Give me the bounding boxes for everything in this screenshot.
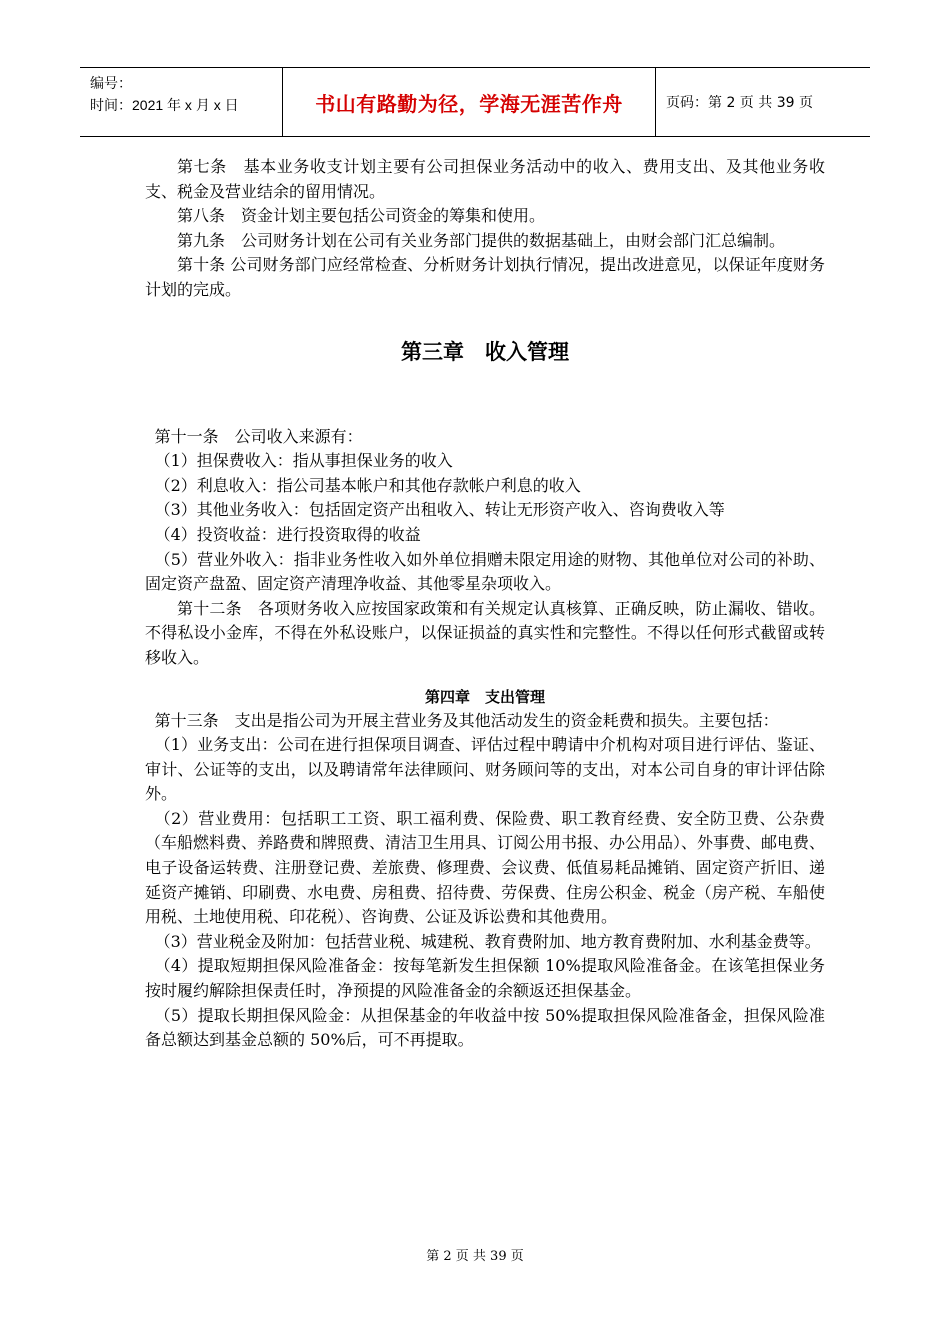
article-7: 第七条 基本业务收支计划主要有公司担保业务活动中的收入、费用支出、及其他业务收支、税金及营业结余的留用情况。: [145, 157, 825, 201]
article-11-item-4: （4）投资收益：进行投资取得的收益: [154, 524, 421, 544]
article-11-item-1: （1）担保费收入：指从事担保业务的收入: [154, 451, 453, 471]
article-9: 第九条 公司财务计划在公司有关业务部门提供的数据基础上，由财会部门汇总编制。: [177, 230, 786, 250]
article-11-item-5: （5）营业外收入：指非业务性收入如外单位捐赠未限定用途的财物、其他单位对公司的补助、固定资产盘盈、固定资产清理净收益、其他零星杂项收入。: [145, 549, 825, 594]
article-13-item-2: （2）营业费用：包括职工工资、职工福利费、保险费、职工教育经费、安全防卫费、公杂费（车船燃料费、养路费和牌照费、清洁卫生用具、订阅公用书报、办公用品）、外事费、邮电费、电子设备运转费、注册登记费、差旅费、修理费、会议费、低值易耗品摊销、固定资产折旧、递延资产摊销、印刷费、水电费、房租费、招待费、劳保费、住房公积金、税金（房产税、车船使用税、土地使用税、印花税）、咨询费、公证及诉讼费和其他费用。: [145, 808, 826, 927]
document-time-label: 时间：2021 年 x 月 x 日: [90, 97, 239, 113]
article-11-item-3: （3）其他业务收入：包括固定资产出租收入、转让无形资产收入、咨询费收入等: [154, 500, 725, 520]
article-12: 第十二条 各项财务收入应按国家政策和有关规定认真核算、正确反映，防止漏收、错收。不得私设小金库，不得在外私设账户，以保证损益的真实性和完整性。不得以任何形式截留或转移收入。: [145, 598, 825, 667]
chapter-4-title: 第四章 支出管理: [424, 687, 545, 706]
article-13-item-4: （4）提取短期担保风险准备金：按每笔新发生担保额 10%提取风险准备金。在该笔担保业务按时履约解除担保责任时，净预提的风险准备金的余额返还担保基金。: [145, 956, 825, 1001]
article-10: 第十条 公司财务部门应经常检查、分析财务计划执行情况，提出改进意见，以保证年度财务计划的完成。: [145, 255, 825, 299]
header-motto: 书山有路勤为径，学海无涯苦作舟: [315, 91, 623, 116]
page-footer: 第 2 页 共 39 页: [426, 1249, 524, 1264]
article-11: 第十一条 公司收入来源有：: [154, 426, 363, 446]
article-13-item-1: （1）业务支出：公司在进行担保项目调查、评估过程中聘请中介机构对项目进行评估、鉴证、审计、公证等的支出，以及聘请常年法律顾问、财务顾问等的支出，对本公司自身的审计评估除外。: [145, 735, 825, 804]
document-number-label: 编号：: [90, 75, 132, 91]
article-13-item-5: （5）提取长期担保风险金：从担保基金的年收益中按 50%提取担保风险准备金，担保风险准备总额达到基金总额的 50%后，可不再提取。: [145, 1005, 825, 1050]
article-13: 第十三条 支出是指公司为开展主营业务及其他活动发生的资金耗费和损失。主要包括：: [154, 710, 779, 730]
article-11-item-2: （2）利息收入：指公司基本帐户和其他存款帐户利息的收入: [154, 475, 581, 495]
article-13-item-3: （3）营业税金及附加：包括营业税、城建税、教育费附加、地方教育费附加、水利基金费等。: [154, 931, 821, 951]
article-8: 第八条 资金计划主要包括公司资金的筹集和使用。: [177, 206, 546, 226]
header-meta: [80, 68, 283, 136]
page-header: [80, 67, 870, 137]
document-body: [145, 155, 825, 1053]
header-page-info-cell: [656, 68, 870, 136]
chapter-3-title: 第三章 收入管理: [401, 339, 569, 364]
header-motto-cell: [283, 68, 656, 136]
header-page-info: 页码：第 2 页 共 39 页: [666, 95, 813, 111]
